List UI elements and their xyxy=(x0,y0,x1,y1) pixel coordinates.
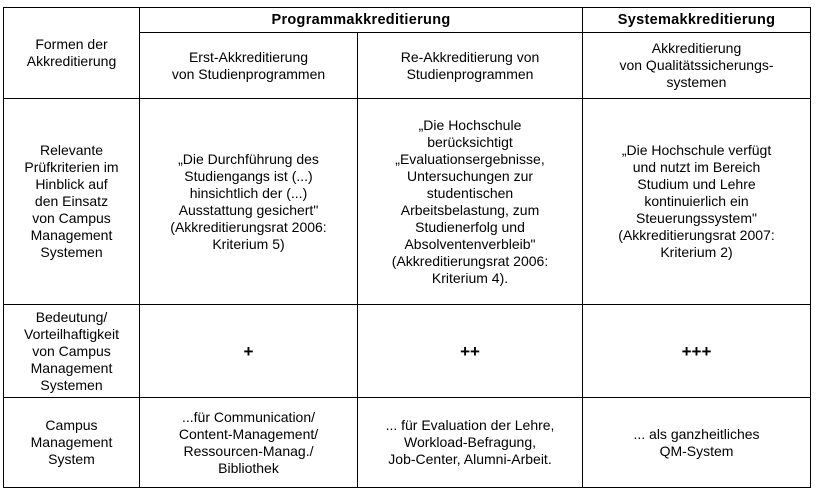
row-label-line: Systemen xyxy=(40,244,103,260)
cell-line: Bibliothek xyxy=(218,459,279,476)
cell-line: (Akkreditierungsrat 2006: xyxy=(391,252,549,269)
cell-line: hinsichtlich der (...) xyxy=(189,184,308,201)
group-header-system: Systemakkreditierung xyxy=(583,8,811,33)
row-label-line: Hinblick auf xyxy=(35,176,108,192)
row-label-line: Management xyxy=(30,359,113,376)
cell-line: „Evaluationsergebnisse, xyxy=(395,150,545,167)
rating-mark-erst: + xyxy=(140,305,358,398)
header-row-label-line-2: Akkreditierung xyxy=(26,53,117,69)
cell-line: und nutzt im Bereich xyxy=(632,159,761,175)
cell-line: Arbeitsbelastung, zum xyxy=(400,201,540,218)
row-label-line: Management xyxy=(30,434,113,450)
cell-line: Studienerfolg und xyxy=(415,218,525,235)
table-row-bedeutung xyxy=(4,305,811,398)
header-row-label-line-1: Formen der xyxy=(35,36,108,52)
cell-line: ...für Communication/ xyxy=(181,408,316,425)
cell-line: Absolventenverbleib" xyxy=(404,235,536,252)
cell-line: ... für Evaluation der Lehre, xyxy=(385,417,555,433)
cell-line: Kriterium 4). xyxy=(431,269,509,286)
cell-line: ... als ganzheitliches xyxy=(633,425,760,442)
table-row-pruefkriterien xyxy=(4,99,811,305)
cell-line: „Die Durchführung des xyxy=(178,150,319,167)
rating-mark-system: +++ xyxy=(583,305,811,398)
row-label-line: System xyxy=(48,451,95,467)
column-header-line: Erst-Akkreditierung xyxy=(188,48,309,65)
row-label-line: den Einsatz xyxy=(34,193,109,209)
column-header-line: Studienprogrammen xyxy=(406,65,534,82)
cell-line: Untersuchungen zur xyxy=(406,167,534,184)
group-header-program: Programmakkreditierung xyxy=(140,8,583,33)
cell-usage-erst xyxy=(140,398,358,488)
row-label-line: Systemen xyxy=(40,376,103,393)
accreditation-table xyxy=(3,7,811,488)
row-label-line: Campus xyxy=(45,417,98,433)
cell-criterion-re xyxy=(358,99,583,305)
cell-line: Kriterium 2) xyxy=(660,244,733,260)
column-header-systemakkreditierung xyxy=(583,33,811,99)
row-label-line: Vorteilhaftigkeit xyxy=(24,325,119,342)
cell-criterion-system xyxy=(583,99,811,305)
row-label-line: Relevante xyxy=(39,142,104,158)
column-header-line: von Studienprogrammen xyxy=(171,65,326,82)
row-label-line: Prüfkriterien im xyxy=(24,159,119,175)
row-label-line: Bedeutung/ xyxy=(35,308,108,325)
cell-criterion-erst xyxy=(140,99,358,305)
cell-line: berücksichtigt xyxy=(427,133,513,150)
column-header-line: von Qualitätssicherungs- xyxy=(619,57,774,73)
cell-line: „Die Hochschule xyxy=(418,116,522,133)
cell-line: studentischen xyxy=(426,184,514,201)
cell-usage-re xyxy=(358,398,583,488)
cell-line: Ressourcen-Manag./ xyxy=(183,442,314,459)
column-header-re-akkreditierung xyxy=(358,33,583,99)
column-header-erst-akkreditierung xyxy=(140,33,358,99)
row-label-line: von Campus xyxy=(32,342,111,359)
header-group-row xyxy=(4,8,811,33)
cell-line: Content-Management/ xyxy=(178,425,319,442)
rating-mark-re: ++ xyxy=(358,305,583,398)
column-header-line: Akkreditierung xyxy=(651,40,742,56)
header-row-label-cell xyxy=(4,8,140,99)
row-label-line: Management xyxy=(30,227,113,243)
cell-line: Studium und Lehre xyxy=(637,176,756,192)
row-label-pruefkriterien xyxy=(4,99,140,305)
cell-line: Job-Center, Alumni-Arbeit. xyxy=(388,451,552,467)
cell-line: Ausstattung gesichert" xyxy=(178,201,319,218)
row-label-line: von Campus xyxy=(32,210,111,226)
cell-line: (Akkreditierungsrat 2006: xyxy=(170,218,327,235)
column-header-line: Re-Akkreditierung von xyxy=(400,48,540,65)
row-label-bedeutung xyxy=(4,305,140,398)
cell-line: Workload-Befragung, xyxy=(403,434,537,450)
cell-line: Studiengangs ist (...) xyxy=(184,167,313,184)
cell-line: kontinuierlich ein xyxy=(644,193,749,209)
cell-line: Steuerungssystem" xyxy=(636,210,757,226)
column-header-line: systemen xyxy=(666,74,727,90)
row-label-campus-management xyxy=(4,398,140,488)
cell-line: „Die Hochschule verfügt xyxy=(621,142,772,158)
cell-line: Kriterium 5) xyxy=(212,235,285,252)
cell-usage-system xyxy=(583,398,811,488)
cell-line: (Akkreditierungsrat 2007: xyxy=(618,227,775,243)
table-row-campus-management xyxy=(4,398,811,488)
cell-line: QM-System xyxy=(659,442,734,459)
